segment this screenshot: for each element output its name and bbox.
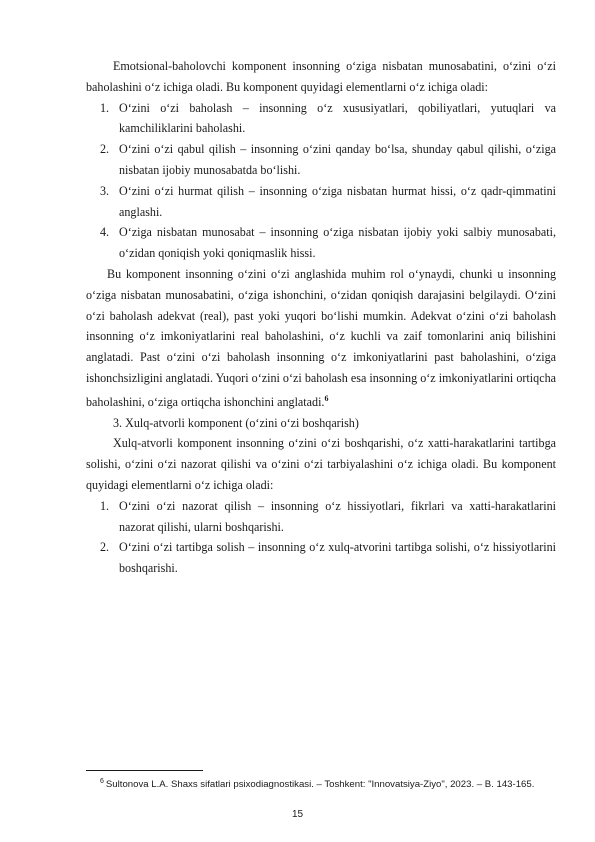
list-item-text: O‘zini o‘zi hurmat qilish – insonning o‘ziga nisbatan hurmat hissi, o‘z qadr-qimmatini anglashi. [119,183,556,219]
list-item: 2. O‘zini o‘zi tartibga solish – insonning o‘z xulq-atvorini tartibga solishi, o‘z hissiyotlarini boshqarishi. [100,540,556,576]
footnote-reference[interactable]: 6 [324,393,329,403]
section-heading: 3. Xulq-atvorli komponent (o‘zini o‘zi boshqarish) [113,415,359,430]
list-item: 2. O‘zini o‘zi qabul qilish – insonning o‘zini qanday bo‘lsa, shunday qabul qilishi, o‘ziga nisbatan ijobiy munosabatda bo‘lishi. [100,142,556,177]
list-item: 1. O‘zini o‘zi baholash – insonning o‘z xususiyatlari, qobiliyatlari, yutuqlari va kamchiliklarini baholashi. [100,100,556,136]
footnote-mark: 6 [100,778,104,785]
list-item-text: O‘zini o‘zi nazorat qilish – insonning o‘z hissiyotlari, fikrlari va xatti-harakatlarini nazorat qilishi, ularni boshqarishi. [119,498,556,534]
list-item-text: O‘ziga nisbatan munosabat – insonning o‘ziga nisbatan ijobiy yoki salbiy munosabati, o‘zidan qoniqish yoki qoniqmaslik hissi. [119,225,556,261]
footnote [86,774,556,792]
paragraph-self-esteem: Bu komponent insonning o‘zini o‘zi anglashida muhim rol o‘ynaydi, chunki u insonning o‘ziga nisbatan munosabatini, o‘ziga ishonchini, o‘zidan qoniqish darajasini belgilaydi. O‘zini o‘zi baholash adekvat (real), past yoki yuqori bo‘lishi mumkin. Adekvat o‘zini o‘zi baholash insonning o‘z imkoniyatlarini real baholashini, o‘z kuchli va zaif tomonlarini aniq bilishini anglatadi. Past o‘zini o‘zi baholash insonning o‘z imkoniyatlarini past baholashini, o‘ziga ishonchsizligini anglatadi. Yuqori o‘zini o‘zi baholash esa insonning o‘z imkoniyatlarini ortiqcha baholashini, o‘ziga ortiqcha ishonchini anglatadi.$^6$ [86,266,556,409]
footnote-divider [86,770,203,771]
page-number: 15 [291,809,304,820]
list-item: 3. O‘zini o‘zi hurmat qilish – insonning o‘ziga nisbatan hurmat hissi, o‘z qadr-qimmatini anglashi. [100,183,556,219]
list-item-text: O‘zini o‘zi qabul qilish – insonning o‘zini qanday bo‘lsa, shunday qabul qilishi, o‘ziga nisbatan ijobiy munosabatda bo‘lishi. [119,142,556,177]
paragraph-behavioral-component: Xulq-atvorli komponent insonning o‘zini o‘zi boshqarishi, o‘z xatti-harakatlarini tartibga solishi, o‘zini o‘zi nazorat qilishi va o‘zini o‘zi tarbiyalashini o‘z ichiga oladi. Bu komponent quyidagi elementlarni o‘z ichiga oladi: [86,436,556,492]
footnote-text: Sultonova L.A. Shaxs sifatlari psixodiagnostikasi. – Toshkent: "Innovatsiya-Ziyo", 2023. – B. 143-165. [105,779,535,791]
paragraph-emotional-component: Emotsional-baholovchi komponent insonning o‘ziga nisbatan munosabatini, o‘zini o‘zi baholashini o‘z ichiga oladi. Bu komponent quyidagi elementlarni o‘z ichiga oladi: [86,59,556,94]
list-item-text: O‘zini o‘zi baholash – insonning o‘z xususiyatlari, qobiliyatlari, yutuqlari va kamchiliklarini baholashi. [119,100,556,136]
list-behavioral-elements [86,496,556,579]
document-body [86,56,556,579]
list-item: 1. O‘zini o‘zi nazorat qilish – insonning o‘z hissiyotlari, fikrlari va xatti-harakatlarini nazorat qilishi, ularni boshqarishi. [100,498,556,534]
list-item-text: O‘zini o‘zi tartibga solish – insonning o‘z xulq-atvorini tartibga solishi, o‘z hissiyotlarini boshqarishi. [119,540,556,576]
list-item: 4. O‘ziga nisbatan munosabat – insonning o‘ziga nisbatan ijobiy yoki salbiy munosabati, o‘zidan qoniqish yoki qoniqmaslik hissi. [100,225,556,261]
list-emotional-elements [86,98,556,264]
